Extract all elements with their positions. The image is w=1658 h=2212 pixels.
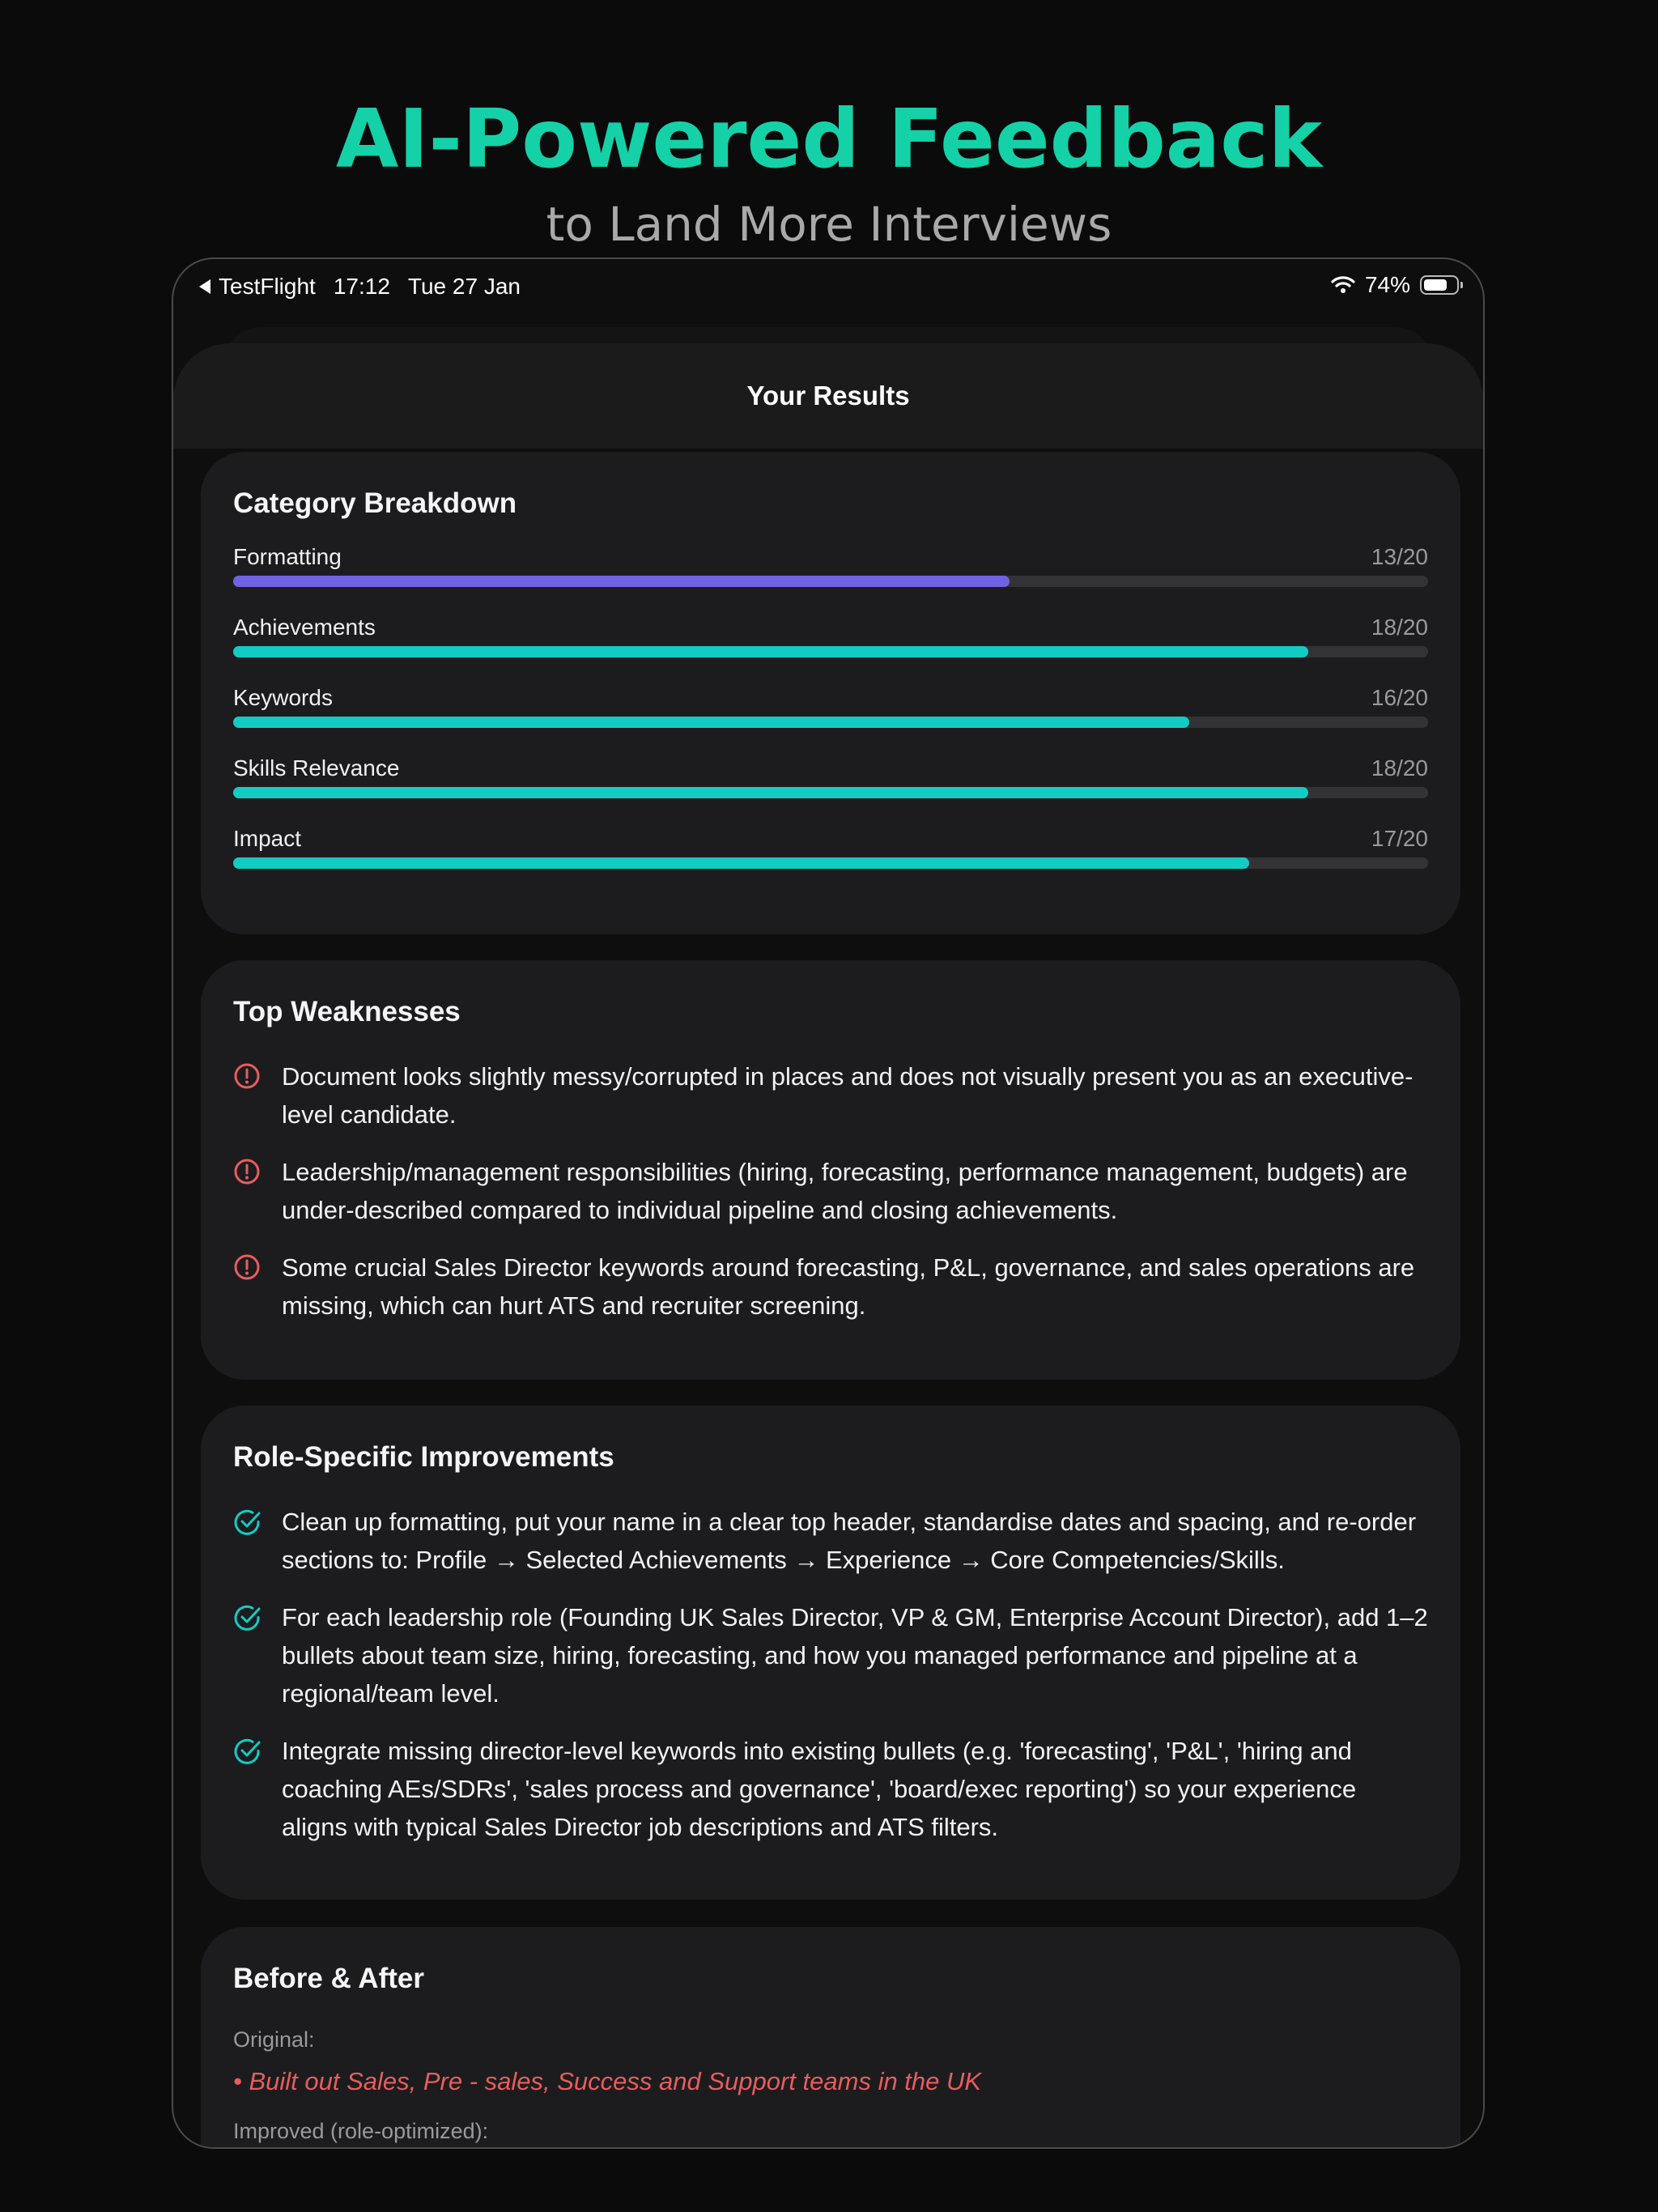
progress-fill [233, 717, 1189, 728]
alert-circle-icon [233, 1062, 261, 1090]
page-title: Your Results [746, 381, 910, 410]
progress-track [233, 787, 1428, 798]
weakness-text: Some crucial Sales Director keywords around forecasting, P&L, governance, and sales operations are missing, which can hurt ATS and recruiter screening. [282, 1253, 1415, 1320]
category-list [233, 544, 1428, 896]
battery-percent: 74% [1364, 272, 1410, 297]
improvement-text: Clean up formatting, put your name in a clear top header, standardise dates and spacing, and re-order sections to: Profile → Selected Achievements → Experience → Core Competencies/Skills. [282, 1508, 1417, 1574]
category-label: Keywords [233, 685, 333, 710]
check-circle-icon [233, 1508, 262, 1537]
alert-circle-icon [233, 1253, 261, 1281]
category-score: 17/20 [1371, 826, 1428, 851]
battery-level [1424, 279, 1447, 291]
battery-icon [1420, 275, 1459, 295]
back-app-label: TestFlight [219, 274, 316, 299]
weakness-item [233, 1057, 1428, 1134]
improvements-card [201, 1406, 1460, 1899]
device-frame [172, 257, 1485, 2149]
category-row [233, 685, 1428, 755]
before-after-card [201, 1927, 1460, 2149]
category-breakdown-card [201, 452, 1460, 934]
card-title: Role-Specific Improvements [233, 1441, 614, 1473]
category-row [233, 615, 1428, 685]
improvement-item [233, 1503, 1428, 1579]
status-time: 17:12 [333, 274, 390, 299]
category-label: Achievements [233, 615, 376, 640]
category-label: Impact [233, 826, 302, 851]
promo-subtitle: to Land More Interviews [546, 197, 1112, 252]
promo-title: AI-Powered Feedback [335, 91, 1323, 186]
category-row [233, 544, 1428, 615]
progress-track [233, 646, 1428, 657]
wifi-icon [1331, 275, 1355, 295]
category-score: 16/20 [1371, 685, 1428, 710]
category-score: 18/20 [1371, 755, 1428, 781]
category-row [233, 755, 1428, 826]
top-weaknesses-card [201, 960, 1460, 1380]
check-circle-icon [233, 1737, 262, 1766]
improved-label: Improved (role-optimized): [233, 2119, 489, 2143]
progress-fill [233, 857, 1249, 869]
weakness-item [233, 1153, 1428, 1229]
card-title: Top Weaknesses [233, 996, 461, 1027]
progress-track [233, 857, 1428, 869]
category-label: Skills Relevance [233, 755, 400, 781]
original-text: • Built out Sales, Pre - sales, Success and Support teams in the UK [233, 2067, 982, 2095]
category-score: 13/20 [1371, 544, 1428, 569]
progress-track [233, 717, 1428, 728]
progress-fill [233, 576, 1010, 587]
back-to-app-link[interactable] [199, 274, 316, 300]
weakness-item [233, 1249, 1428, 1325]
progress-fill [233, 646, 1308, 657]
improvement-item [233, 1732, 1428, 1846]
improvement-text: For each leadership role (Founding UK Sales Director, VP & GM, Enterprise Account Director), add 1–2 bullets about team size, hiring, forecasting, and how you managed performance and pipeline at a regional/team level. [282, 1603, 1428, 1708]
check-circle-icon [233, 1603, 262, 1632]
weakness-text: Leadership/management responsibilities (hiring, forecasting, performance management, budgets) are under-described compared to individual pipeline and closing achievements. [282, 1158, 1408, 1224]
original-label: Original: [233, 2027, 315, 2052]
card-title: Category Breakdown [233, 487, 517, 519]
weakness-list [233, 1057, 1428, 1325]
progress-fill [233, 787, 1308, 798]
status-bar [173, 259, 1483, 313]
improvement-list [233, 1503, 1428, 1846]
status-date: Tue 27 Jan [407, 274, 521, 299]
category-score: 18/20 [1371, 615, 1428, 640]
back-arrow-icon [199, 279, 210, 294]
progress-track [233, 576, 1428, 587]
card-title: Before & After [233, 1963, 424, 1994]
weakness-text: Document looks slightly messy/corrupted in places and does not visually present you as an executive-level candidate. [282, 1062, 1414, 1129]
improvement-text: Integrate missing director-level keywords into existing bullets (e.g. 'forecasting', 'P&L', 'hiring and coaching AEs/SDRs', 'sales process and governance', 'board/exec reporting') so your experience aligns with typical Sales Director job descriptions and ATS filters. [282, 1737, 1357, 1841]
improvement-item [233, 1598, 1428, 1712]
category-row [233, 826, 1428, 896]
alert-circle-icon [233, 1158, 261, 1185]
category-label: Formatting [233, 544, 342, 569]
